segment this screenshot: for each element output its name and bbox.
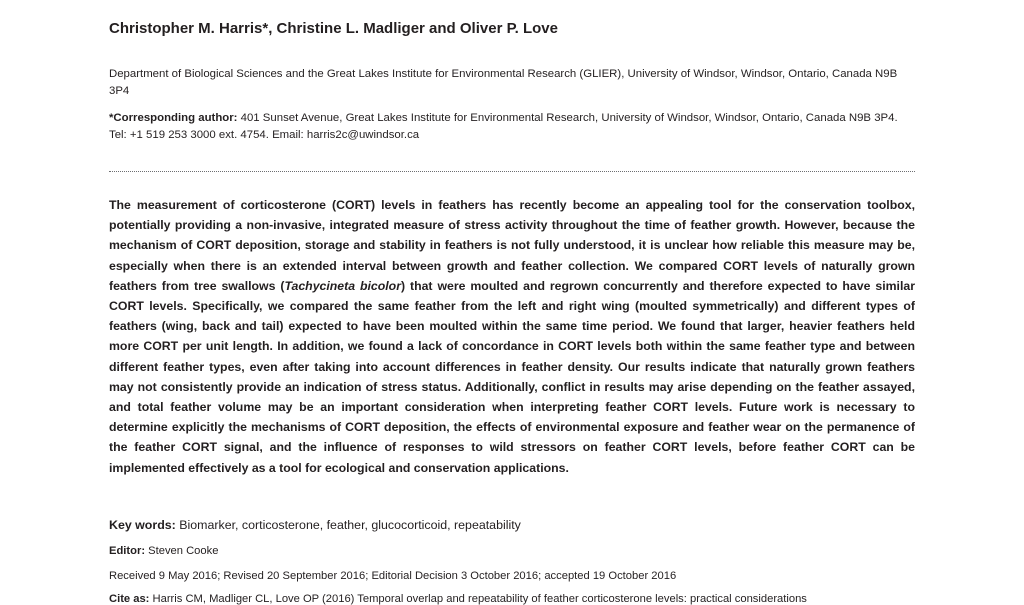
keywords-text: Biomarker, corticosterone, feather, glucocorticoid, repeatability bbox=[179, 518, 521, 532]
corresponding-author-text: 401 Sunset Avenue, Great Lakes Institute for Environmental Research, University of Windsor, Windsor, Ontario, Canada N9B 3P4. Tel: +1 519 253 3000 ext. 4754. Email: harris2c@uwindsor.ca bbox=[109, 112, 898, 141]
citation-label: Cite as: bbox=[109, 593, 150, 605]
editor bbox=[109, 545, 218, 557]
editor-label: Editor: bbox=[109, 545, 146, 557]
citation-text: Harris CM, Madliger CL, Love OP (2016) Temporal overlap and repeatability of feather corticosterone levels: practical considerations bbox=[152, 593, 807, 605]
abstract bbox=[109, 195, 915, 478]
author-list: Christopher M. Harris*, Christine L. Madliger and Oliver P. Love bbox=[109, 20, 558, 37]
editor-name: Steven Cooke bbox=[148, 545, 219, 557]
corresponding-author-label: *Corresponding author: bbox=[109, 112, 238, 124]
abstract-part-1: The measurement of corticosterone (CORT) levels in feathers has recently become an appealing tool for the conservation toolbox, potentially providing a non-invasive, integrated measure of stress activity throughout the time of feather growth. However, because the mechanism of CORT deposition, storage and stability in feathers is not fully understood, it is unclear how reliable this measure may be, especially when there is an extended interval between growth and feather collection. We compared CORT levels of naturally grown feathers from tree swallows ( bbox=[109, 198, 915, 293]
corresponding-author bbox=[109, 110, 909, 144]
received-dates: Received 9 May 2016; Revised 20 September 2016; Editorial Decision 3 October 2016; accepted 19 October 2016 bbox=[109, 570, 677, 582]
affiliation: Department of Biological Sciences and the Great Lakes Institute for Environmental Research (GLIER), University of Windsor, Windsor, Ontario, Canada N9B 3P4 bbox=[109, 68, 898, 97]
species-name: Tachycineta bicolor bbox=[284, 278, 401, 293]
abstract-part-2: ) that were moulted and regrown concurrently and therefore expected to have similar CORT levels. Specifically, we compared the same feather from the left and right wing (moulted symmetrically) and different types of feathers (wing, back and tail) expected to have been moulted within the same time period. We found that larger, heavier feathers held more CORT per unit length. In addition, we found a lack of concordance in CORT levels both within the same feather type and between different feather types, even after taking into account differences in feather density. Our results indicate that naturally grown feathers may not consistently provide an indication of stress status. Additionally, conflict in results may arise depending on the feather assayed, and total feather volume may be an important consideration when interpreting feather CORT levels. Future work is necessary to determine explicitly the mechanisms of CORT deposition, the effects of environmental exposure and feather wear on the permanence of the feather CORT signal, and the influence of responses to wild stressors on feather CORT levels, before feather CORT can be implemented effectively as a tool for ecological and conservation applications. bbox=[109, 278, 915, 475]
section-divider bbox=[109, 171, 915, 172]
keywords bbox=[109, 518, 521, 532]
keywords-label: Key words: bbox=[109, 518, 176, 532]
citation bbox=[109, 593, 807, 605]
